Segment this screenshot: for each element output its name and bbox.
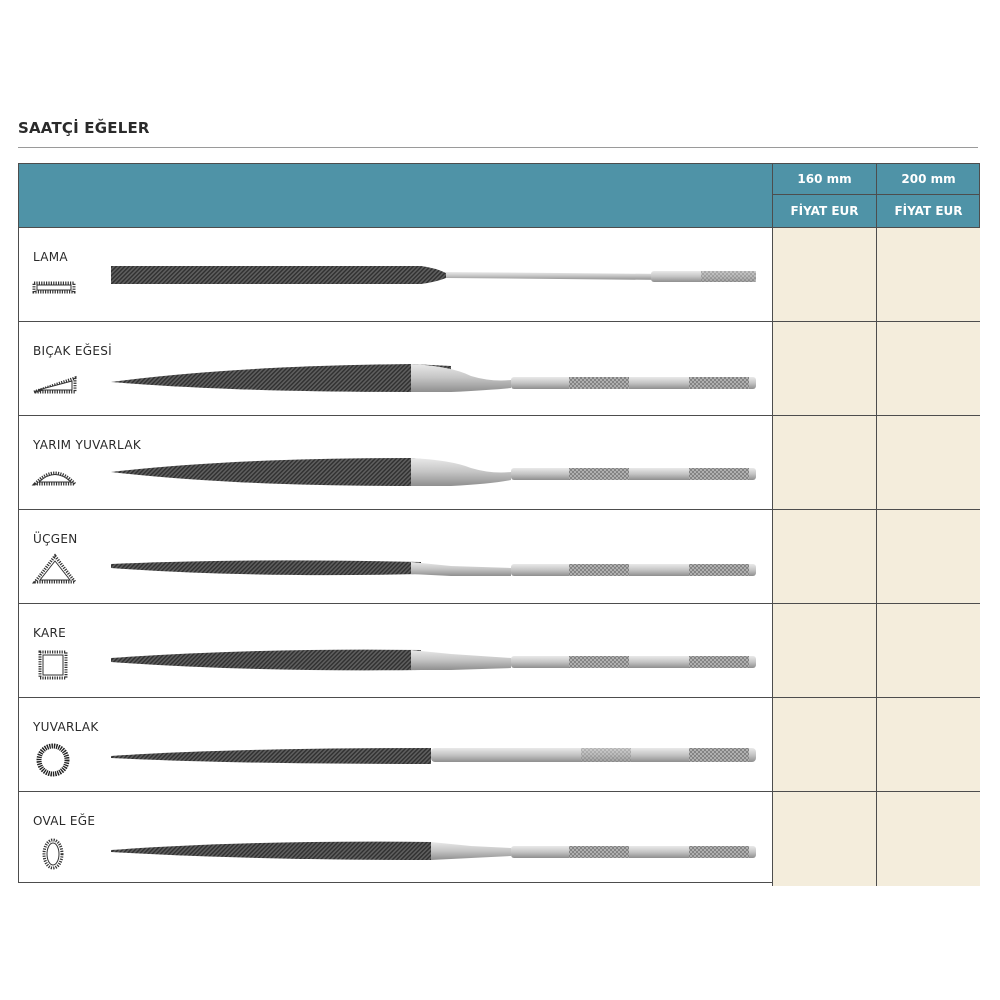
file-image — [111, 258, 759, 318]
price-cell-200[interactable] — [876, 416, 980, 509]
file-image — [111, 822, 759, 882]
price-table — [18, 163, 980, 883]
column-price-label: FİYAT EUR — [790, 204, 859, 218]
price-cell-200[interactable] — [876, 228, 980, 321]
file-name: YUVARLAK — [33, 720, 99, 734]
column-price-label: FİYAT EUR — [894, 204, 963, 218]
table-header — [19, 164, 979, 228]
table-row — [19, 322, 979, 416]
table-row — [19, 510, 979, 604]
price-cell-160[interactable] — [772, 604, 876, 697]
file-image — [111, 634, 759, 694]
table-row — [19, 416, 979, 510]
title-divider — [18, 147, 978, 148]
round-profile-icon — [31, 740, 79, 780]
table-row — [19, 792, 979, 886]
column-160mm — [772, 164, 876, 227]
file-name: KARE — [33, 626, 66, 640]
file-image — [111, 540, 759, 600]
price-cell-200[interactable] — [876, 322, 980, 415]
triangle-profile-icon — [31, 552, 79, 592]
price-cell-160[interactable] — [772, 228, 876, 321]
price-cell-160[interactable] — [772, 322, 876, 415]
price-cell-200[interactable] — [876, 604, 980, 697]
price-cell-160[interactable] — [772, 416, 876, 509]
file-image — [111, 352, 759, 412]
file-name: LAMA — [33, 250, 68, 264]
square-profile-icon — [31, 646, 79, 686]
knife-profile-icon — [31, 364, 79, 404]
table-row — [19, 698, 979, 792]
file-image — [111, 728, 759, 788]
file-name: BIÇAK EĞESİ — [33, 344, 112, 358]
oval-profile-icon — [31, 834, 79, 874]
column-size-label: 160 mm — [773, 164, 876, 195]
half-round-profile-icon — [31, 458, 79, 498]
price-cell-200[interactable] — [876, 698, 980, 791]
price-cell-200[interactable] — [876, 510, 980, 603]
table-row — [19, 604, 979, 698]
price-cell-160[interactable] — [772, 510, 876, 603]
price-cell-160[interactable] — [772, 792, 876, 886]
column-200mm — [876, 164, 980, 227]
file-name: OVAL EĞE — [33, 814, 96, 828]
file-image — [111, 446, 759, 506]
file-name: ÜÇGEN — [33, 532, 78, 546]
table-row — [19, 228, 979, 322]
flat-profile-icon — [31, 270, 79, 310]
column-size-label: 200 mm — [877, 164, 980, 195]
file-name: YARIM YUVARLAK — [33, 438, 141, 452]
page-title: SAATÇİ EĞELER — [18, 119, 150, 137]
price-cell-160[interactable] — [772, 698, 876, 791]
price-cell-200[interactable] — [876, 792, 980, 886]
